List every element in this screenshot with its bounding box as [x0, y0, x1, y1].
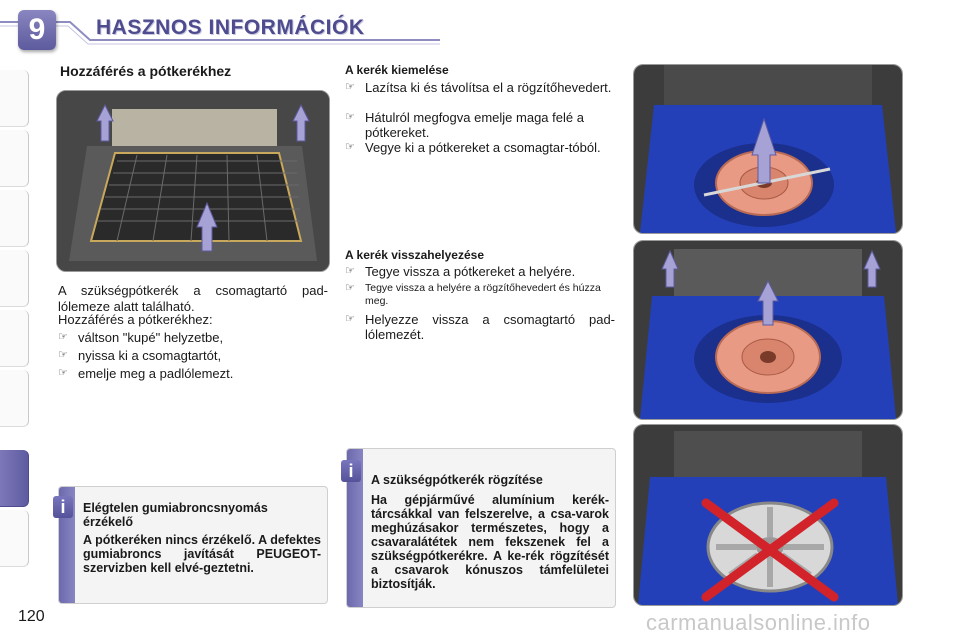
bullet-item: ☞ Vegye ki a pótkereket a csomagtar-tóból. — [345, 140, 601, 155]
info-box-pressure-sensor — [58, 486, 328, 604]
side-tab-6[interactable] — [0, 370, 29, 427]
pointing-hand-icon: ☞ — [58, 331, 68, 343]
side-tab-4[interactable] — [0, 250, 29, 307]
pointing-hand-icon: ☞ — [345, 282, 355, 294]
intro-paragraph: A szükségpótkerék a csomagtartó pad-lólemeze alatt található. — [58, 283, 328, 314]
chapter-badge: 9 — [18, 10, 56, 50]
alloy-wheel-crossed-photo — [633, 424, 903, 606]
info-body: Ha gépjárművé alumínium kerék-tárcsákkal van felszerelve, a csa-varok meghúzásakor természetes, hogy a csavaralátétek nem fekszenek fel a szükségpótkerékre. A ke-rék rögzítését a csavarok kónuszos támfelületei biztosítják. — [371, 493, 609, 591]
page-title: HASZNOS INFORMÁCIÓK — [96, 16, 365, 39]
pointing-hand-icon: ☞ — [58, 367, 68, 379]
watermark: carmanualsonline.info — [646, 610, 871, 635]
side-tab-3[interactable] — [0, 190, 29, 247]
section-heading-access: Hozzáférés a pótkerékhez — [60, 63, 232, 79]
side-tab-5[interactable] — [0, 310, 29, 367]
pointing-hand-icon: ☞ — [345, 81, 355, 93]
info-icon: i — [341, 460, 361, 482]
section-heading-replace: A kerék visszahelyezése — [345, 248, 484, 262]
bullet-item: ☞ Lazítsa ki és távolítsa el a rögzítőhevedert. — [345, 80, 612, 95]
side-tab-8[interactable] — [0, 510, 29, 567]
pointing-hand-icon: ☞ — [345, 111, 355, 123]
spare-wheel-in-trunk-photo — [633, 240, 903, 420]
page-number: 120 — [18, 608, 45, 625]
side-tab-active[interactable] — [0, 450, 29, 507]
access-lead: Hozzáférés a pótkerékhez: — [58, 312, 213, 327]
info-box-spare-fixing — [346, 448, 616, 608]
pointing-hand-icon: ☞ — [345, 141, 355, 153]
pointing-hand-icon: ☞ — [345, 313, 355, 325]
info-icon: i — [53, 496, 73, 518]
side-tab-2[interactable] — [0, 130, 29, 187]
pointing-hand-icon: ☞ — [58, 349, 68, 361]
spare-wheel-strap-photo — [633, 64, 903, 234]
trunk-net-photo — [56, 90, 330, 272]
info-title: A szükségpótkerék rögzítése — [371, 473, 543, 487]
info-body: A pótkeréken nincs érzékelő. A defektes gumiabroncs javítását PEUGEOT-szervizben kell elvé-geztetni. — [83, 533, 321, 575]
pointing-hand-icon: ☞ — [345, 265, 355, 277]
bullet-item: ☞ Hátulról megfogva emelje maga felé a pótkereket. — [345, 110, 584, 140]
info-title: Elégtelen gumiabroncsnyomás érzékelő — [83, 501, 268, 529]
side-tab-1[interactable] — [0, 70, 29, 127]
section-heading-removal: A kerék kiemelése — [345, 63, 449, 77]
